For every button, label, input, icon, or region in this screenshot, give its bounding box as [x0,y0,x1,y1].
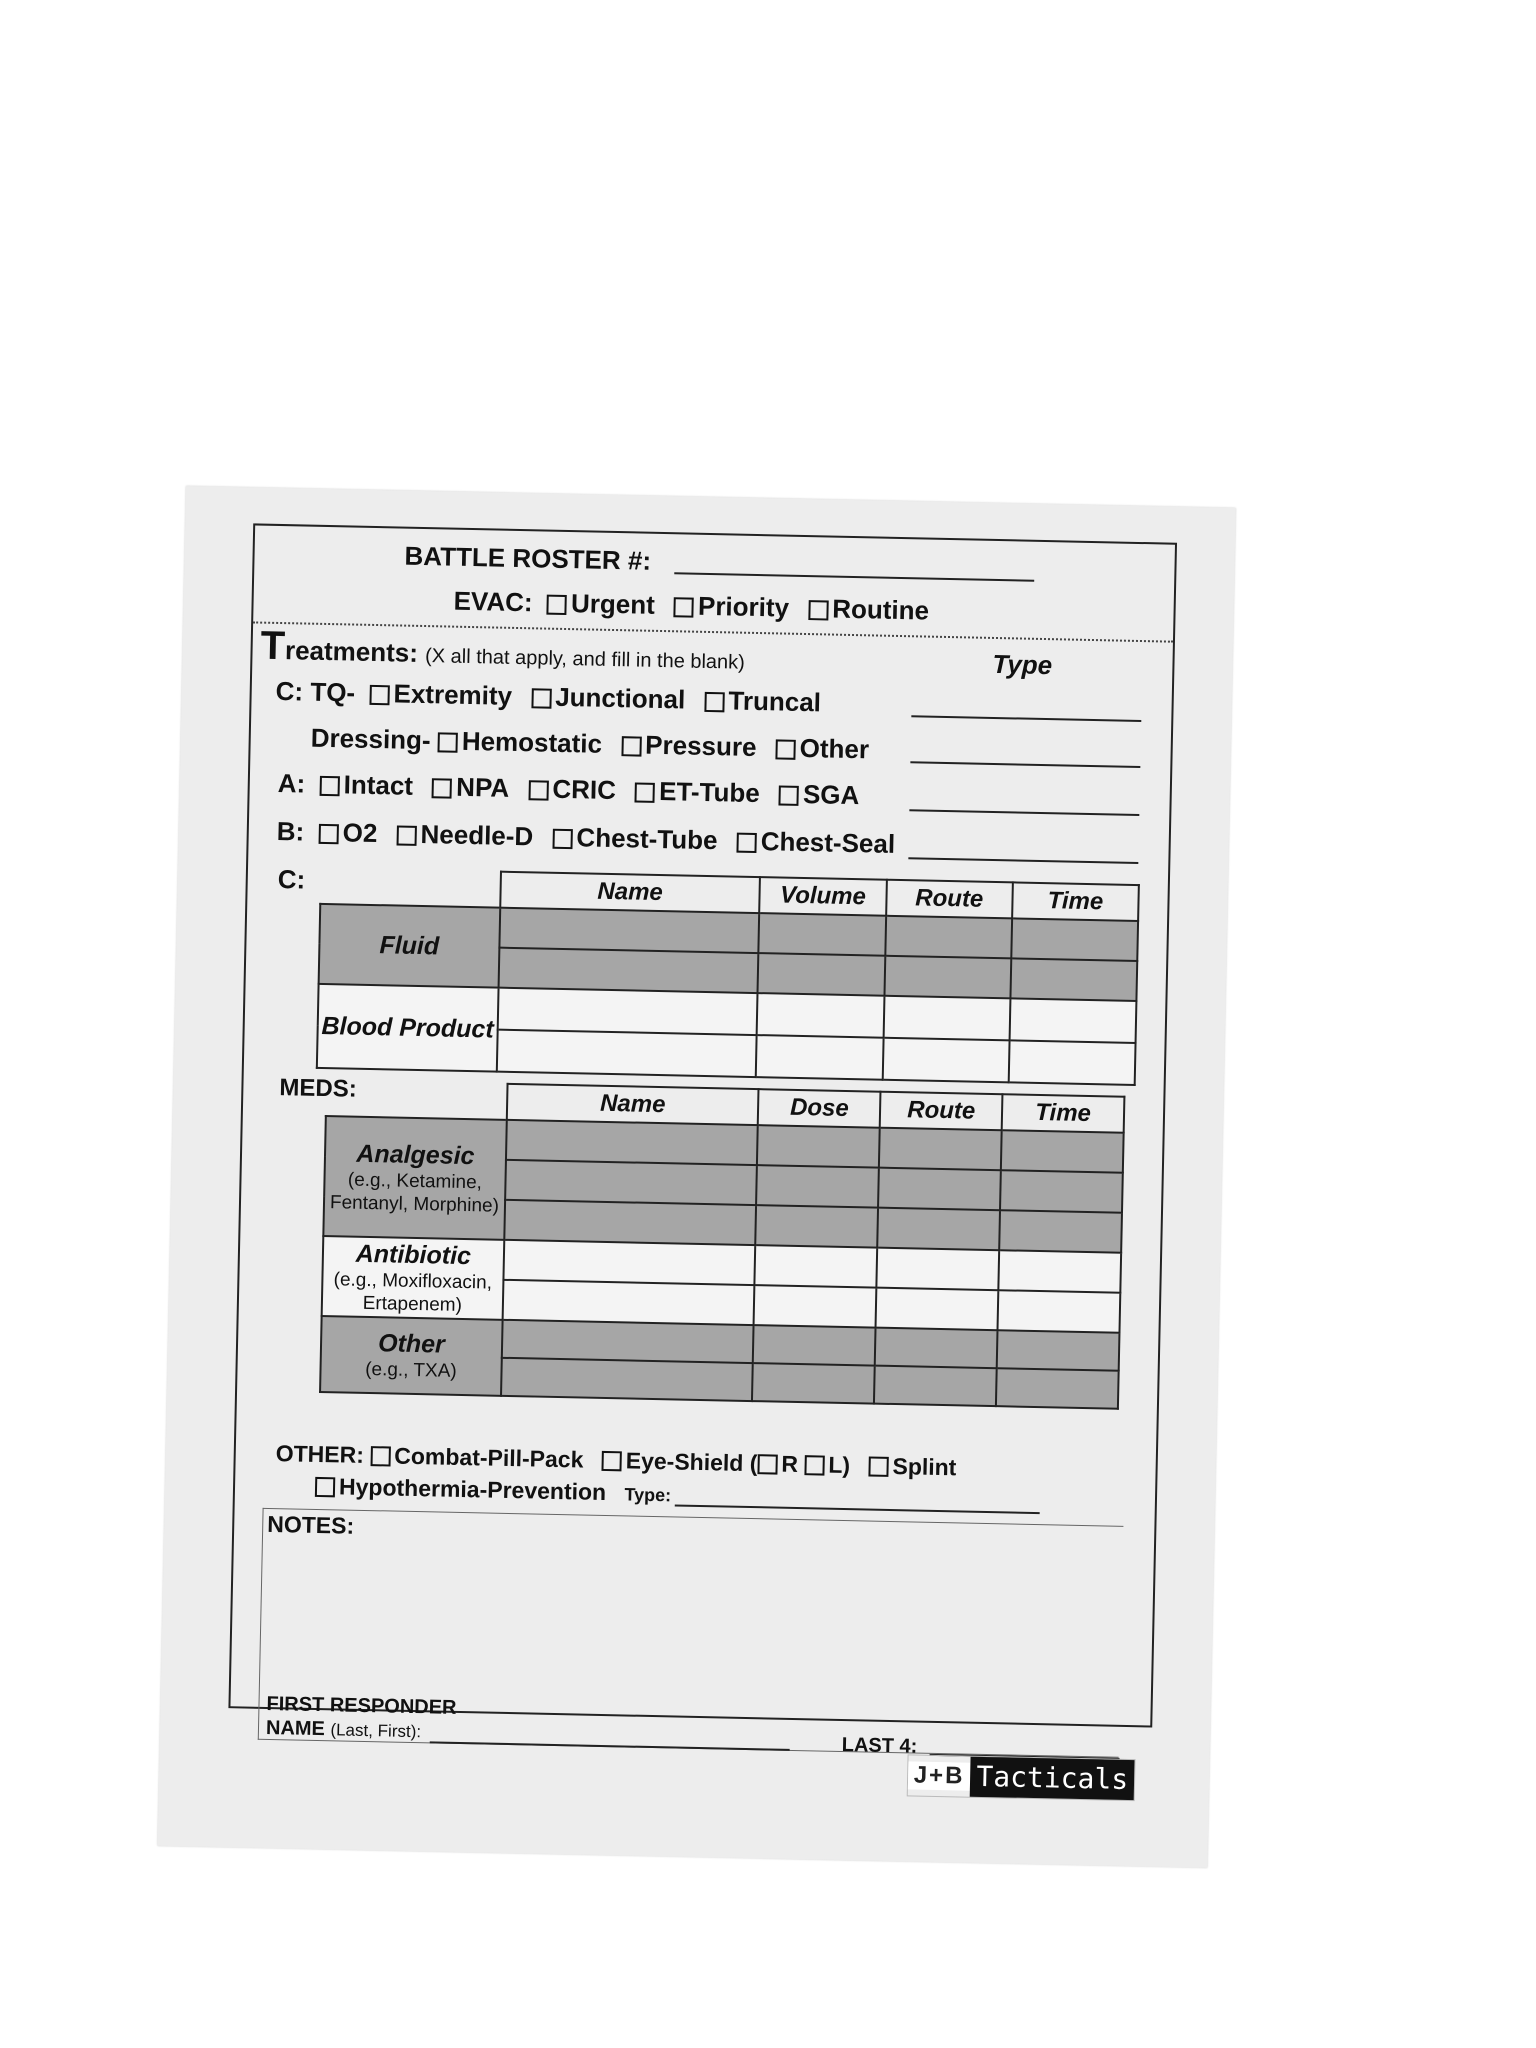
airway-npa[interactable]: NPA [432,771,510,803]
tq-extremity[interactable]: Extremity [369,678,512,711]
other-combat-pill-pack[interactable]: Combat-Pill-Pack [370,1442,584,1472]
airway-row: A: Intact NPA CRIC ET-Tube SGA [277,767,860,811]
circulation-label: C: [277,864,306,895]
other-eye-shield[interactable]: Eye-Shield ( R L) [602,1447,851,1478]
hypothermia-type-field[interactable] [675,1504,1040,1514]
table-cell[interactable] [876,1288,999,1331]
evac-row [453,586,941,627]
tccc-card [158,486,1236,1868]
meds-table [319,1079,1125,1410]
checkbox-icon[interactable] [438,732,458,752]
dressing-type-field[interactable] [910,761,1140,768]
airway-type-field[interactable] [909,809,1139,816]
checkbox-icon[interactable] [808,600,828,620]
breathing-type-field[interactable] [908,857,1138,864]
table-cell[interactable] [999,1210,1122,1253]
battle-roster-label: BATTLE ROSTER #: [404,540,652,576]
table-cell[interactable] [1009,998,1136,1043]
breathing-needle-d[interactable]: Needle-D [396,818,533,851]
table-cell[interactable] [758,953,885,996]
table-cell[interactable] [498,988,758,1035]
table-cell[interactable] [752,1363,875,1404]
checkbox-icon[interactable] [635,782,655,802]
checkbox-icon[interactable] [779,785,799,805]
checkbox-icon[interactable] [319,776,339,796]
table-cell[interactable] [499,908,759,953]
checkbox-icon[interactable] [432,778,452,798]
table-cell[interactable] [498,948,758,993]
col-name: Name [500,872,760,913]
jb-tacticals-logo [906,1754,1135,1801]
hypothermia-type-label: Type: [624,1484,672,1506]
table-cell[interactable] [877,1208,1000,1251]
notes-label: NOTES: [267,1510,355,1539]
c-tq-row: C: TQ- Extremity Junctional Truncal [275,675,822,718]
table-cell[interactable] [885,916,1012,959]
checkbox-icon[interactable] [315,1477,335,1497]
fluid-label: Fluid [319,904,500,988]
col-dose: Dose [758,1089,881,1128]
checkbox-icon[interactable] [370,1446,390,1466]
logo-text: Tacticals [970,1757,1135,1800]
table-cell[interactable] [504,1200,756,1245]
table-cell[interactable] [502,1280,754,1325]
checkbox-icon[interactable] [369,685,389,705]
table-cell[interactable] [754,1285,877,1328]
checkbox-icon[interactable] [621,736,641,756]
dressing-hemostatic[interactable]: Hemostatic [438,725,603,758]
table-cell[interactable] [502,1320,754,1363]
breathing-chest-tube[interactable]: Chest-Tube [552,822,718,855]
table-cell[interactable] [501,1358,753,1401]
dressing-pressure[interactable]: Pressure [621,729,757,762]
checkbox-icon[interactable] [318,824,338,844]
table-cell[interactable] [505,1160,757,1205]
table-cell[interactable] [877,1248,1000,1291]
checkbox-icon[interactable] [737,833,757,853]
table-cell[interactable] [875,1328,998,1369]
table-cell[interactable] [506,1120,758,1165]
blood-product-label: Blood Product [317,984,499,1072]
treatments-title: Treatments: (X all that apply, and fill in the blank) [260,623,746,674]
checkbox-icon[interactable] [674,597,694,617]
table-cell[interactable] [996,1368,1119,1409]
airway-cric[interactable]: CRIC [528,773,616,805]
breathing-o2[interactable]: O2 [318,817,377,848]
evac-routine[interactable]: Routine [808,593,929,626]
table-cell[interactable] [503,1240,755,1285]
antibiotic-examples: (e.g., Moxifloxacin, Ertapenem) [333,1268,493,1316]
dressing-row: Dressing- Hemostatic Pressure Other [310,722,870,765]
hypothermia-row [315,1473,672,1507]
evac-priority[interactable]: Priority [674,590,790,622]
col-route: Route [886,880,1013,919]
airway-intact[interactable]: Intact [319,769,413,801]
other-med-examples: (e.g., TXA) [364,1358,457,1382]
table-cell[interactable] [998,1290,1121,1333]
checkbox-icon[interactable] [531,688,551,708]
fluids-table [316,867,1140,1086]
tq-truncal[interactable]: Truncal [704,685,821,717]
table-cell[interactable] [1001,1130,1124,1173]
table-cell[interactable] [997,1330,1120,1371]
tq-junctional[interactable]: Junctional [531,681,686,714]
table-cell[interactable] [878,1168,1001,1211]
checkbox-icon[interactable] [528,780,548,800]
evac-urgent[interactable]: Urgent [547,588,655,620]
checkbox-icon[interactable] [757,1454,777,1474]
checkbox-icon[interactable] [704,692,724,712]
logo-mark: J+B [907,1761,970,1790]
table-cell[interactable] [998,1250,1121,1293]
battle-roster-field[interactable] [674,572,1034,582]
airway-sga[interactable]: SGA [779,778,860,810]
other-hypothermia-prevention[interactable]: Hypothermia-Prevention [315,1473,607,1505]
breathing-row: B: O2 Needle-D Chest-Tube Chest-Seal [276,815,896,859]
breathing-chest-seal[interactable]: Chest-Seal [736,826,895,859]
checkbox-icon[interactable] [547,595,567,615]
col-time: Time [1012,882,1139,921]
table-cell[interactable] [756,1165,879,1208]
col-time: Time [1002,1094,1125,1133]
other-splint[interactable]: Splint [868,1453,956,1481]
evac-label: EVAC: [453,585,533,618]
checkbox-icon[interactable] [396,825,416,845]
table-cell[interactable] [884,956,1011,999]
checkbox-icon[interactable] [775,739,795,759]
treatments-instruction: (X all that apply, and fill in the blank) [424,645,746,674]
table-cell[interactable] [879,1128,1002,1171]
table-cell[interactable] [755,1245,878,1288]
table-cell[interactable] [1009,1040,1136,1085]
table-cell[interactable] [756,1035,883,1080]
casualty-form [228,523,1177,1797]
analgesic-label: Analgesic (e.g., Ketamine, Fentanyl, Morphine) [323,1116,506,1240]
col-route: Route [880,1092,1003,1131]
antibiotic-label: Antibiotic (e.g., Moxifloxacin, Ertapenem) [322,1236,504,1320]
analgesic-examples: (e.g., Ketamine, Fentanyl, Morphine) [329,1169,500,1217]
first-responder-label: FIRST RESPONDER NAME (Last, First): [265,1692,457,1742]
checkbox-icon[interactable] [804,1455,824,1475]
airway-et-tube[interactable]: ET-Tube [635,775,760,808]
dressing-other[interactable]: Other [775,732,869,764]
other-med-label: Other (e.g., TXA) [320,1316,502,1396]
table-cell[interactable] [756,1205,879,1248]
col-name: Name [507,1084,759,1125]
col-volume: Volume [759,877,886,916]
table-cell[interactable] [757,1125,880,1168]
table-cell[interactable] [1011,918,1138,961]
table-cell[interactable] [753,1325,876,1366]
table-cell[interactable] [759,913,886,956]
table-cell[interactable] [874,1366,997,1407]
table-cell[interactable] [1000,1170,1123,1213]
last4-label: LAST 4: [841,1734,918,1758]
table-cell[interactable] [1010,958,1137,1001]
type-header: Type [992,648,1053,681]
table-cell[interactable] [757,993,884,1038]
checkbox-icon[interactable] [868,1457,888,1477]
table-cell[interactable] [497,1030,757,1077]
checkbox-icon[interactable] [602,1451,622,1471]
table-cell[interactable] [882,1038,1009,1083]
checkbox-icon[interactable] [552,829,572,849]
table-cell[interactable] [883,996,1010,1041]
meds-label: MEDS: [279,1074,358,1103]
tq-type-field[interactable] [911,715,1141,722]
other-label: OTHER: [275,1440,365,1468]
